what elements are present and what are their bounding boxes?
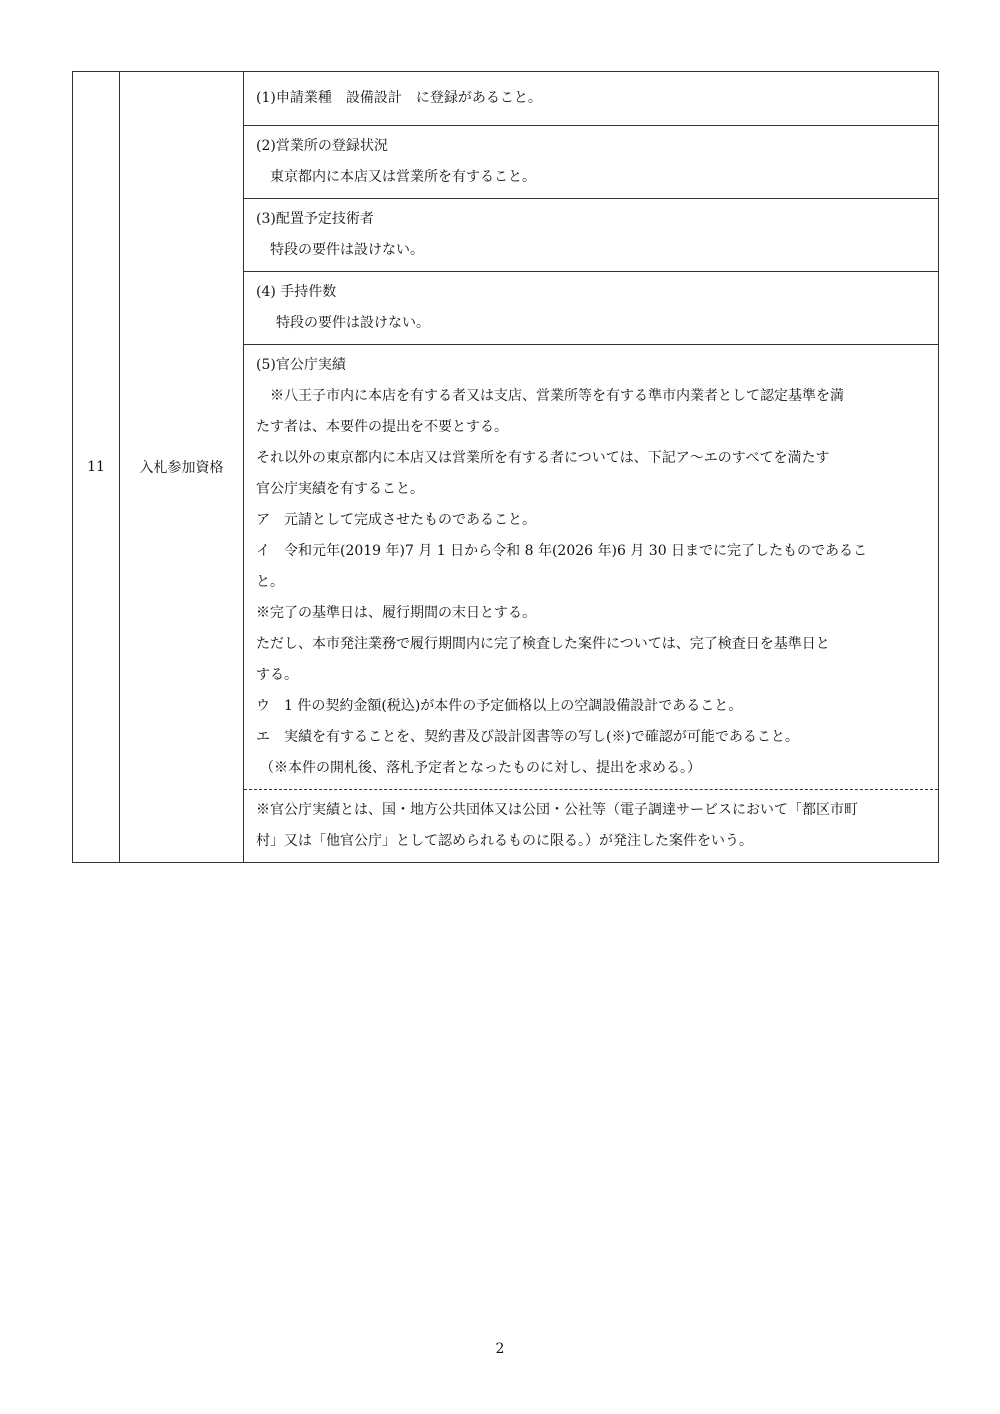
requirement-detail: （※本件の開札後、落札予定者となったものに対し、提出を求める。）: [260, 760, 701, 776]
requirement-heading: (3)配置予定技術者: [256, 211, 374, 227]
requirement-row-2: [244, 126, 939, 199]
requirement-detail: ※完了の基準日は、履行期間の末日とする。: [256, 605, 536, 621]
requirement-heading: (5)官公庁実績: [256, 357, 346, 373]
requirement-row-3: [244, 199, 939, 272]
requirement-detail: ただし、本市発注業務で履行期間内に完了検査した案件については、完了検査日を基準日と: [256, 636, 830, 652]
requirement-row-1: [244, 72, 939, 126]
requirement-heading: (2)営業所の登録状況: [256, 138, 388, 154]
requirement-heading: (4) 手持件数: [256, 284, 337, 300]
requirement-detail: 東京都内に本店又は営業所を有すること。: [270, 169, 536, 185]
requirement-heading: (1)申請業種 設備設計 に登録があること。: [256, 90, 542, 106]
requirement-note: [244, 790, 939, 863]
requirement-detail: ア 元請として完成させたものであること。: [256, 512, 536, 528]
requirement-detail: 特段の要件は設けない。: [270, 242, 424, 258]
requirement-detail: ※八王子市内に本店を有する者又は支店、営業所等を有する準市内業者として認定基準を満: [270, 388, 844, 404]
item-label-cell: [120, 72, 244, 863]
requirement-detail: ウ 1 件の契約金額(税込)が本件の予定価格以上の空調設備設計であること。: [256, 698, 743, 714]
note-line: ※官公庁実績とは、国・地方公共団体又は公団・公社等（電子調達サービスにおいて「都区市町: [256, 802, 858, 818]
item-number: 11: [87, 459, 105, 475]
requirement-detail: たす者は、本要件の提出を不要とする。: [256, 419, 508, 435]
requirement-detail: それ以外の東京都内に本店又は営業所を有する者については、下記ア〜エのすべてを満たす: [256, 450, 830, 466]
requirement-row-5: [244, 345, 939, 790]
requirement-detail: 特段の要件は設けない。: [276, 315, 430, 331]
page-number: 2: [495, 1341, 505, 1357]
item-number-cell: [73, 72, 120, 863]
qualification-table: [72, 71, 939, 863]
requirement-detail: イ 令和元年(2019 年)7 月 1 日から令和 8 年(2026 年)6 月 30 日までに完了したものであるこ: [256, 543, 868, 559]
note-line: 村」又は「他官公庁」として認められるものに限る。）が発注した案件をいう。: [256, 833, 753, 849]
item-label: 入札参加資格: [139, 460, 224, 476]
requirement-detail: する。: [256, 667, 298, 683]
requirement-detail: 官公庁実績を有すること。: [256, 481, 424, 497]
requirement-row-4: [244, 272, 939, 345]
requirement-detail: と。: [256, 574, 284, 590]
requirement-detail: エ 実績を有することを、契約書及び設計図書等の写し(※)で確認が可能であること。: [256, 729, 799, 745]
